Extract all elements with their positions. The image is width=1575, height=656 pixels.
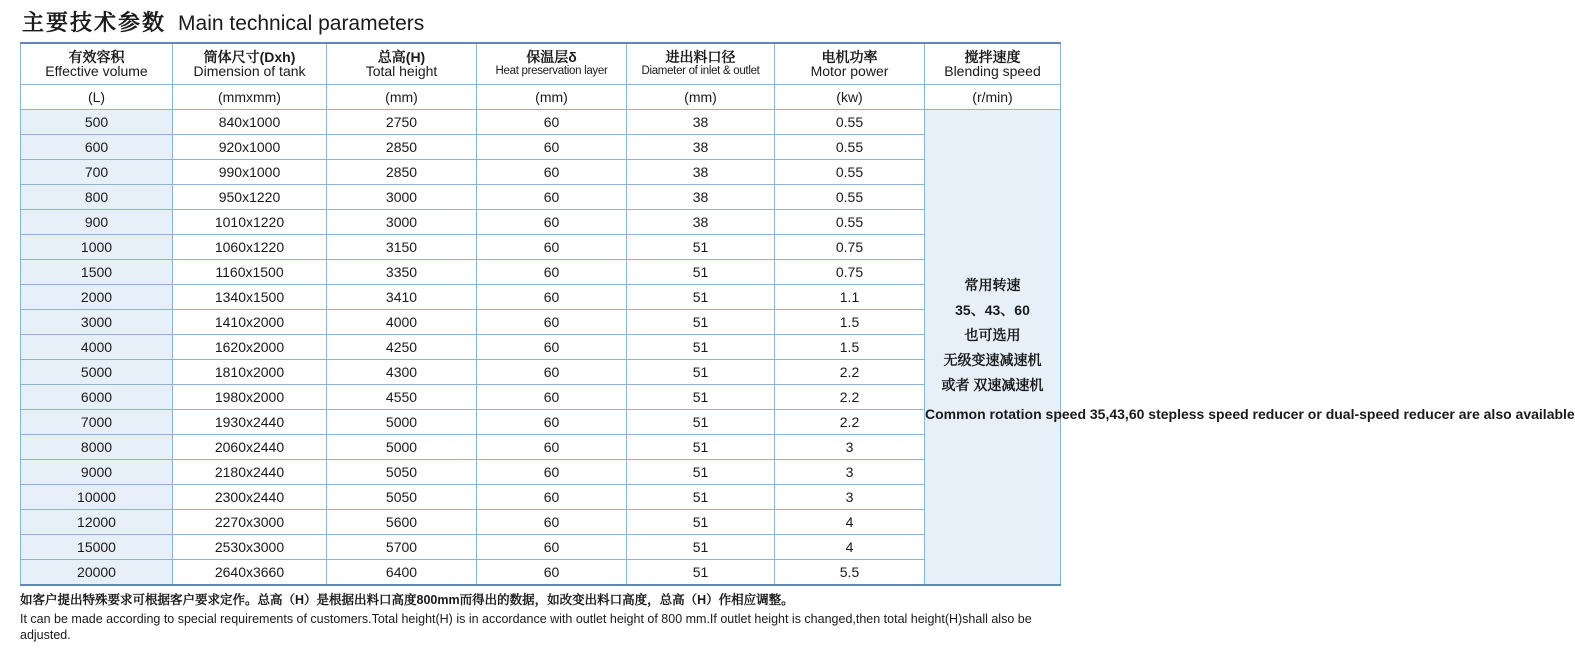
cell-total-height: 3000 [327, 185, 477, 210]
cell-heat-layer: 60 [477, 310, 627, 335]
parameters-table [20, 42, 1575, 586]
blending-note-zh [925, 273, 1060, 398]
cell-diameter: 38 [627, 135, 775, 160]
cell-motor-power: 3 [775, 485, 925, 510]
blending-speed-note [925, 110, 1575, 586]
cell-dimension: 2180x2440 [173, 460, 327, 485]
cell-diameter: 51 [627, 435, 775, 460]
cell-volume: 4000 [21, 335, 173, 360]
table-row [21, 135, 1061, 160]
cell-heat-layer: 60 [477, 410, 627, 435]
cell-total-height: 5000 [327, 410, 477, 435]
footnote-zh: 如客户提出特殊要求可根据客户要求定作。总高（H）是根据出料口高度800mm而得出的数据，如改变出料口高度，总高（H）作相应调整。 [20, 593, 794, 607]
title-en: Main technical parameters [178, 12, 425, 35]
cell-diameter: 51 [627, 535, 775, 560]
cell-motor-power: 0.55 [775, 210, 925, 235]
table-row [21, 285, 1061, 310]
cell-dimension: 2060x2440 [173, 435, 327, 460]
blending-note-zh-line: 常用转速 [964, 276, 1021, 293]
table-row [21, 410, 1061, 435]
cell-total-height: 3150 [327, 235, 477, 260]
cell-heat-layer: 60 [477, 460, 627, 485]
cell-heat-layer: 60 [477, 160, 627, 185]
cell-dimension: 2640x3660 [173, 560, 327, 586]
cell-motor-power: 2.2 [775, 410, 925, 435]
cell-volume: 5000 [21, 360, 173, 385]
cell-volume: 1000 [21, 235, 173, 260]
cell-dimension: 950x1220 [173, 185, 327, 210]
page-title [22, 6, 424, 40]
cell-diameter: 51 [627, 460, 775, 485]
cell-volume: 7000 [21, 410, 173, 435]
cell-volume: 1500 [21, 260, 173, 285]
unit-diameter: (mm) [627, 85, 775, 110]
cell-volume: 20000 [21, 560, 173, 586]
cell-motor-power: 0.75 [775, 235, 925, 260]
cell-motor-power: 4 [775, 535, 925, 560]
cell-motor-power: 4 [775, 510, 925, 535]
title-zh: 主要技术参数 [22, 10, 167, 35]
cell-dimension: 1160x1500 [173, 260, 327, 285]
unit-total-height: (mm) [327, 85, 477, 110]
cell-motor-power: 2.2 [775, 360, 925, 385]
cell-volume: 3000 [21, 310, 173, 335]
cell-heat-layer: 60 [477, 360, 627, 385]
cell-volume: 8000 [21, 435, 173, 460]
table-body [21, 110, 1575, 586]
cell-dimension: 1810x2000 [173, 360, 327, 385]
cell-total-height: 4250 [327, 335, 477, 360]
cell-dimension: 920x1000 [173, 135, 327, 160]
cell-volume: 800 [21, 185, 173, 210]
unit-dimension: (mmxmm) [173, 85, 327, 110]
cell-dimension: 2300x2440 [173, 485, 327, 510]
cell-heat-layer: 60 [477, 110, 627, 135]
cell-heat-layer: 60 [477, 260, 627, 285]
cell-diameter: 51 [627, 360, 775, 385]
blending-note-zh-line: 或者 双速减速机 [941, 376, 1044, 393]
cell-total-height: 4550 [327, 385, 477, 410]
unit-heat-layer: (mm) [477, 85, 627, 110]
cell-diameter: 51 [627, 510, 775, 535]
header-row [21, 43, 1061, 85]
cell-volume: 10000 [21, 485, 173, 510]
cell-volume: 12000 [21, 510, 173, 535]
blending-note-en: Common rotation speed 35,43,60 stepless speed reducer or dual-speed reducer are also available [925, 405, 1575, 422]
cell-total-height: 2850 [327, 160, 477, 185]
table-row [21, 110, 1061, 135]
table-row [21, 485, 1061, 510]
cell-dimension: 1060x1220 [173, 235, 327, 260]
cell-dimension: 2270x3000 [173, 510, 327, 535]
cell-dimension: 1340x1500 [173, 285, 327, 310]
cell-dimension: 1620x2000 [173, 335, 327, 360]
cell-volume: 2000 [21, 285, 173, 310]
table-row [21, 460, 1061, 485]
col-header-diameter: 进出料口径 Diameter of inlet & outlet [627, 43, 775, 85]
cell-volume: 500 [21, 110, 173, 135]
cell-total-height: 6400 [327, 560, 477, 586]
cell-motor-power: 0.55 [775, 185, 925, 210]
cell-diameter: 51 [627, 335, 775, 360]
cell-motor-power: 1.5 [775, 335, 925, 360]
cell-diameter: 38 [627, 110, 775, 135]
cell-volume: 15000 [21, 535, 173, 560]
cell-heat-layer: 60 [477, 535, 627, 560]
cell-heat-layer: 60 [477, 560, 627, 586]
cell-heat-layer: 60 [477, 510, 627, 535]
table-row [21, 385, 1061, 410]
cell-total-height: 4300 [327, 360, 477, 385]
cell-total-height: 2750 [327, 110, 477, 135]
cell-total-height: 3000 [327, 210, 477, 235]
cell-diameter: 51 [627, 410, 775, 435]
table-row [21, 360, 1061, 385]
cell-dimension: 1010x1220 [173, 210, 327, 235]
cell-motor-power: 3 [775, 460, 925, 485]
cell-volume: 900 [21, 210, 173, 235]
footnote-en: It can be made according to special requirements of customers.Total height(H) is in accordance with outlet height of 800 mm.If outlet height is changed,then total height(H)shall also be adjusted. [20, 612, 1032, 642]
col-header-motor-power: 电机功率 Motor power [775, 43, 925, 85]
cell-dimension: 1980x2000 [173, 385, 327, 410]
cell-diameter: 38 [627, 185, 775, 210]
unit-volume: (L) [21, 85, 173, 110]
cell-diameter: 51 [627, 485, 775, 510]
cell-total-height: 5600 [327, 510, 477, 535]
table-row [21, 160, 1061, 185]
cell-total-height: 5700 [327, 535, 477, 560]
cell-total-height: 2850 [327, 135, 477, 160]
cell-dimension: 2530x3000 [173, 535, 327, 560]
cell-heat-layer: 60 [477, 135, 627, 160]
table-row [21, 435, 1061, 460]
cell-total-height: 4000 [327, 310, 477, 335]
cell-dimension: 1410x2000 [173, 310, 327, 335]
col-header-volume: 有效容积 Effective volume [21, 43, 173, 85]
cell-diameter: 51 [627, 385, 775, 410]
cell-heat-layer: 60 [477, 185, 627, 210]
cell-heat-layer: 60 [477, 335, 627, 360]
table-row [21, 510, 1061, 535]
col-header-heat-layer: 保温层δ Heat preservation layer [477, 43, 627, 85]
cell-heat-layer: 60 [477, 385, 627, 410]
cell-motor-power: 2.2 [775, 385, 925, 410]
cell-volume: 9000 [21, 460, 173, 485]
table-row [21, 335, 1061, 360]
cell-total-height: 5050 [327, 485, 477, 510]
cell-total-height: 5000 [327, 435, 477, 460]
cell-motor-power: 0.55 [775, 160, 925, 185]
cell-heat-layer: 60 [477, 485, 627, 510]
blending-note-zh-line: 无级变速减速机 [943, 351, 1042, 368]
cell-heat-layer: 60 [477, 435, 627, 460]
cell-motor-power: 0.55 [775, 135, 925, 160]
cell-diameter: 51 [627, 285, 775, 310]
blending-note-zh-line: 35、43、60 [955, 301, 1030, 318]
table-row [21, 235, 1061, 260]
cell-volume: 700 [21, 160, 173, 185]
table-row [21, 210, 1061, 235]
cell-total-height: 3410 [327, 285, 477, 310]
cell-diameter: 51 [627, 235, 775, 260]
col-header-total-height: 总高(H) Total height [327, 43, 477, 85]
unit-blending-speed: (r/min) [925, 85, 1061, 110]
cell-heat-layer: 60 [477, 235, 627, 260]
cell-diameter: 38 [627, 160, 775, 185]
table-row [21, 535, 1061, 560]
table-row [21, 560, 1061, 586]
unit-motor-power: (kw) [775, 85, 925, 110]
cell-dimension: 1930x2440 [173, 410, 327, 435]
table-row [21, 310, 1061, 335]
cell-motor-power: 1.5 [775, 310, 925, 335]
cell-diameter: 51 [627, 310, 775, 335]
cell-volume: 600 [21, 135, 173, 160]
cell-motor-power: 0.55 [775, 110, 925, 135]
cell-motor-power: 3 [775, 435, 925, 460]
table-row [21, 260, 1061, 285]
cell-diameter: 51 [627, 560, 775, 586]
cell-total-height: 5050 [327, 460, 477, 485]
cell-heat-layer: 60 [477, 285, 627, 310]
cell-diameter: 38 [627, 210, 775, 235]
unit-row [21, 85, 1061, 110]
cell-volume: 6000 [21, 385, 173, 410]
footnote [20, 592, 1060, 643]
col-header-blending-speed: 搅拌速度 Blending speed [925, 43, 1061, 85]
cell-motor-power: 1.1 [775, 285, 925, 310]
col-header-dimension: 筒体尺寸(Dxh) Dimension of tank [173, 43, 327, 85]
cell-total-height: 3350 [327, 260, 477, 285]
table-row [21, 185, 1061, 210]
cell-dimension: 840x1000 [173, 110, 327, 135]
cell-motor-power: 0.75 [775, 260, 925, 285]
cell-diameter: 51 [627, 260, 775, 285]
cell-motor-power: 5.5 [775, 560, 925, 586]
cell-dimension: 990x1000 [173, 160, 327, 185]
blending-note-zh-line: 也可选用 [964, 326, 1021, 343]
cell-heat-layer: 60 [477, 210, 627, 235]
